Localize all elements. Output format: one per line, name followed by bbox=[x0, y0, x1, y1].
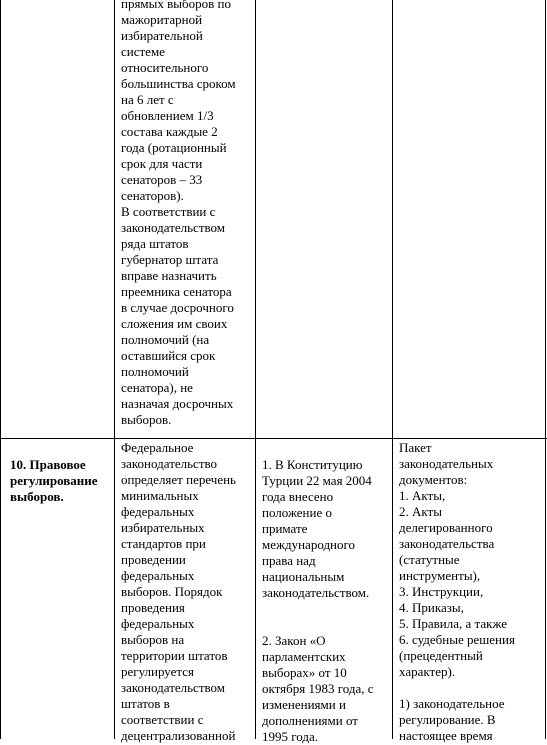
table-column-divider bbox=[114, 0, 115, 739]
table-column-divider bbox=[255, 0, 256, 739]
table-cell-turkey: 1. В Конституцию Турции 22 мая 2004 года внесено положение о примате международного права над национальным законодательством. 2. Закон «О парламентских выборах» от 10 октября 1983 года, с изменениями и дополнениями от 1995 года. bbox=[262, 457, 374, 744]
table-cell-criterion: 10. Правовое регулирование выборов. bbox=[10, 457, 98, 504]
table-cell-usa: Федеральное законодательство определяет перечень минимальных федеральных избирательных стандартов при проведении федеральных выборов. Порядок проведения федеральных выборов на территории штатов регулируется законодательством штатов в соответствии с децентрализованной bbox=[121, 440, 236, 743]
table-cell-description: прямых выборов по мажоритарной избирательной системе относительного большинства сроком на 6 лет с обновлением 1/3 состава каждые 2 года (ротационный срок для части сенаторов – 33 сенаторов). В соответствии с законодательством ряда штатов губернатор штата вправе назначить преемника сенатора в случае досрочного сложения им своих полномочий (на оставшийся срок полномочий сенатора), не назначая досрочных выборов. bbox=[121, 0, 236, 427]
table-column-divider bbox=[392, 0, 393, 739]
table-border-right bbox=[545, 0, 546, 739]
table-cell-uk: Пакет законодательных документов: 1. Акты, 2. Акты делегированного законодательства (статутные инструменты), 3. Инструкции, 4. Приказы, 5. Правила, а также 6. судебные решения (прецедентный характер). 1) законодательное регулирование. В настоящее время bbox=[399, 440, 515, 743]
table-border-left bbox=[0, 0, 1, 739]
table-row-divider bbox=[0, 438, 547, 439]
